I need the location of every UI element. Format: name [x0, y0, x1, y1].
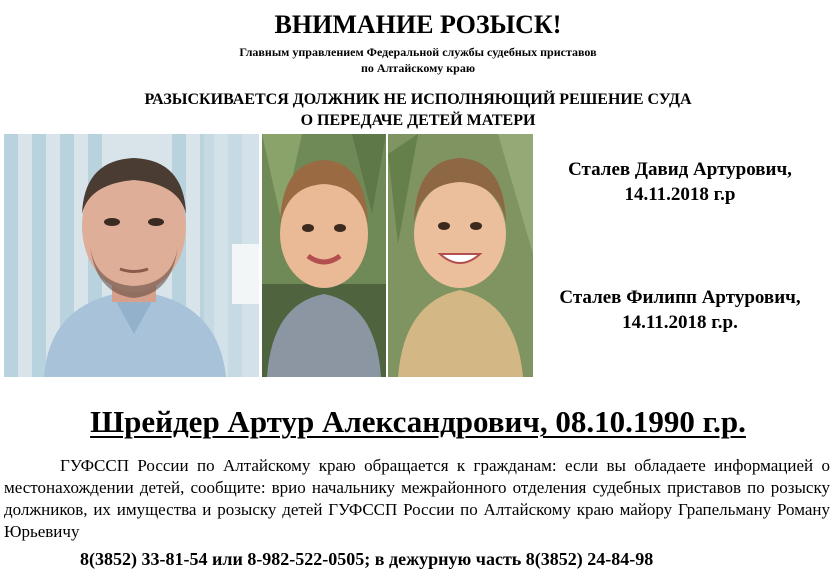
debtor-name: Шрейдер Артур Александрович, 08.10.1990 г.р. — [90, 404, 746, 439]
wanted-heading-line-2: О ПЕРЕДАЧЕ ДЕТЕЙ МАТЕРИ — [300, 112, 536, 129]
poster-title: ВНИМАНИЕ РОЗЫСК! — [274, 10, 562, 39]
child-2-dob: 14.11.2018 г.р. — [622, 312, 738, 333]
wanted-heading-line-1: РАЗЫСКИВАЕТСЯ ДОЛЖНИК НЕ ИСПОЛНЯЮЩИЙ РЕШЕНИЕ СУДА — [144, 91, 692, 108]
contact-phones: 8(3852) 33-81-54 или 8-982-522-0505; в дежурную часть 8(3852) 24-84-98 — [80, 549, 654, 569]
child-1-dob: 14.11.2018 г.р — [624, 184, 736, 205]
child-2-photo — [388, 134, 533, 377]
child-1-name: Сталев Давид Артурович, — [568, 159, 792, 180]
issuer-line-2: по Алтайскому краю — [360, 61, 476, 75]
child-2-name: Сталев Филипп Артурович, — [559, 287, 801, 308]
debtor-photo — [4, 134, 259, 377]
child-1-photo — [262, 134, 386, 377]
issuer-line-1: Главным управлением Федеральной службы судебных приставов — [239, 45, 597, 59]
appeal-text: ГУФССП России по Алтайскому краю обращается к гражданам: если вы обладаете информацией о местонахождении детей, сообщите: врио начальнику межрайонного отделения судебных приставов по розыску должников, их имущества и розыску детей ГУФССП России по Алтайскому краю майору Грапельману Роману Юрьевичу — [4, 456, 830, 541]
